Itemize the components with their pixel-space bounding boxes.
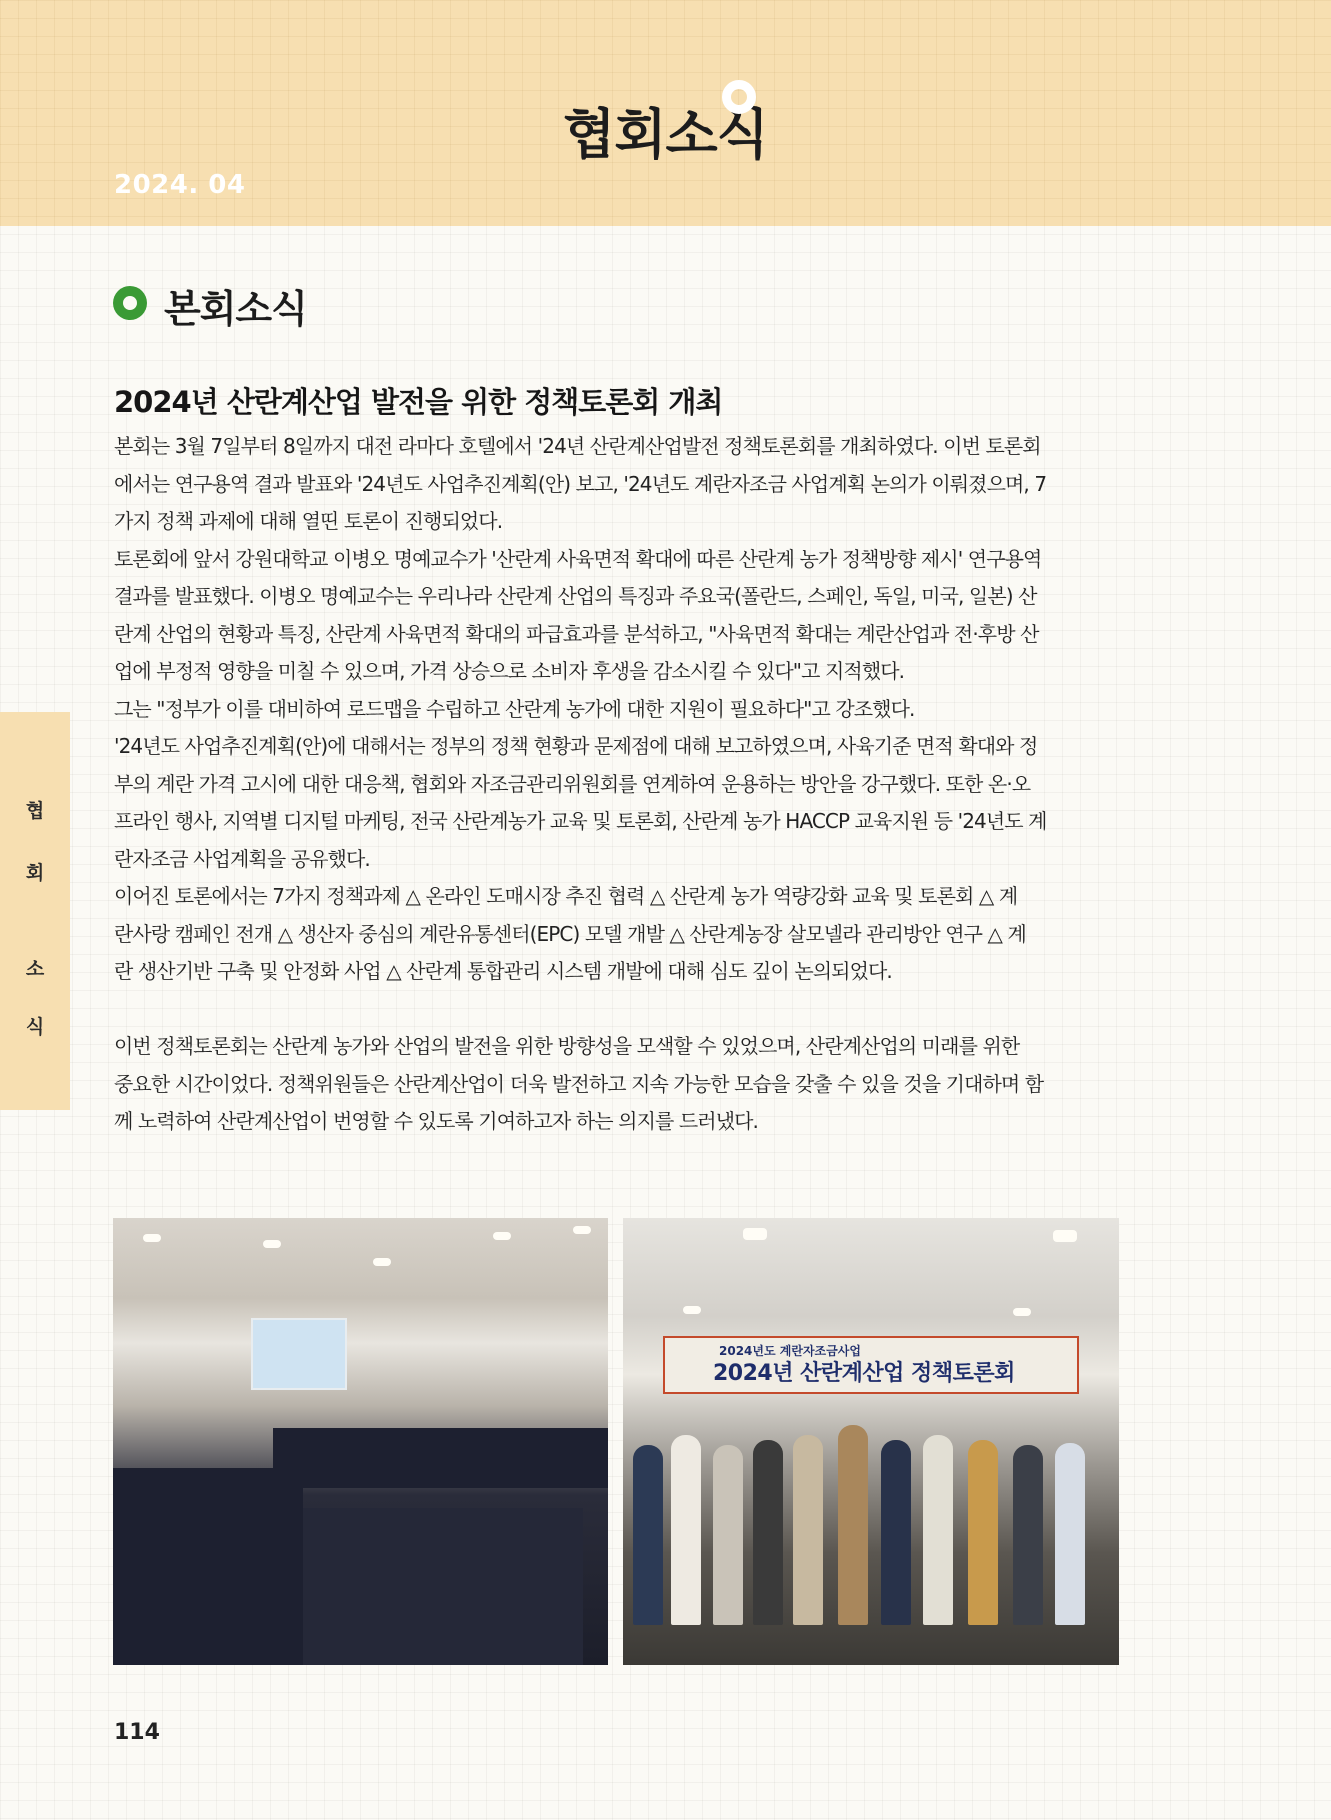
side-tab-char: 회 [25,862,45,884]
closing-line: 중요한 시간이었다. 정책위원들은 산란계산업이 더욱 발전하고 지속 가능한 모습을 갖출 수 있을 것을 기대하며 함 [114,1071,1044,1096]
page-title: 협회소식 [563,103,768,166]
body-line: 결과를 발표했다. 이병오 명예교수는 우리나라 산란계 산업의 특징과 주요국(폴란드, 스페인, 독일, 미국, 일본) 산 [114,584,1037,608]
section-bullet-icon [113,286,147,320]
photo-discussion-session [113,1218,608,1665]
body-line: 에서는 연구용역 결과 발표와 '24년도 사업추진계획(안) 보고, '24년도 계란자조금 사업계획 논의가 이뤄졌으며, 7 [114,471,1047,496]
body-line: 토론회에 앞서 강원대학교 이병오 명예교수가 '산란계 사육면적 확대에 따른 산란계 농가 정책방향 제시' 연구용역 [114,546,1042,571]
issue-date: 2024. 04 [114,170,246,200]
body-line: 란사랑 캠페인 전개 △ 생산자 중심의 계란유통센터(EPC) 모델 개발 △ 산란계농장 살모넬라 관리방안 연구 △ 계 [114,921,1026,946]
body-line: 란자조금 사업계획을 공유했다. [114,846,370,871]
body-line: 란계 산업의 현황과 특징, 산란계 사육면적 확대의 파급효과를 분석하고, "사육면적 확대는 계란산업과 전·후방 산 [114,621,1039,646]
body-line: 업에 부정적 영향을 미칠 수 있으며, 가격 상승으로 소비자 후생을 감소시킬 수 있다"고 지적했다. [114,659,905,683]
body-line: 가지 정책 과제에 대해 열띤 토론이 진행되었다. [114,509,503,533]
body-line: '24년도 사업추진계획(안)에 대해서는 정부의 정책 현황과 문제점에 대해 보고하였으며, 사육기준 면적 확대와 정 [114,734,1038,758]
page-number: 114 [114,1720,160,1745]
article-title: 2024년 산란계산업 발전을 위한 정책토론회 개최 [114,385,723,419]
body-line: 란 생산기반 구축 및 안정화 사업 △ 산란계 통합관리 시스템 개발에 대해 심도 깊이 논의되었다. [114,959,892,983]
closing-line: 께 노력하여 산란계산업이 번영할 수 있도록 기여하고자 하는 의지를 드러냈다. [114,1109,759,1133]
article-body [114,428,1120,1141]
side-tab [0,712,70,1110]
side-tab-char: 소 [25,958,45,980]
body-line: 그는 "정부가 이를 대비하여 로드맵을 수립하고 산란계 농가에 대한 지원이 필요하다"고 강조했다. [114,696,915,721]
side-tab-char: 식 [25,1016,45,1038]
banner-title: 2024년 산란계산업 정책토론회 [713,1361,1015,1386]
body-line: 부의 계란 가격 고시에 대한 대응책, 협회와 자조금관리위원회를 연계하여 운용하는 방안을 강구했다. 또한 온·오 [114,771,1031,796]
body-line: 본회는 3월 7일부터 8일까지 대전 라마다 호텔에서 '24년 산란계산업발전 정책토론회를 개최하였다. 이번 토론회 [114,434,1041,458]
circle-icon [722,80,756,114]
body-line: 이어진 토론에서는 7가지 정책과제 △ 온라인 도매시장 추진 협력 △ 산란계 농가 역량강화 교육 및 토론회 △ 계 [114,884,1018,908]
photo-group [623,1218,1119,1665]
section-title: 본회소식 [164,287,307,331]
body-line: 프라인 행사, 지역별 디지털 마케팅, 전국 산란계농가 교육 및 토론회, 산란계 농가 HACCP 교육지원 등 '24년도 계 [114,809,1047,833]
projector-screen [251,1318,347,1390]
closing-line: 이번 정책토론회는 산란계 농가와 산업의 발전을 위한 방향성을 모색할 수 있었으며, 산란계산업의 미래를 위한 [114,1034,1020,1058]
banner-subtitle: 2024년도 계란자조금사업 [719,1344,861,1358]
event-banner [663,1336,1079,1394]
side-tab-char: 협 [25,800,45,822]
